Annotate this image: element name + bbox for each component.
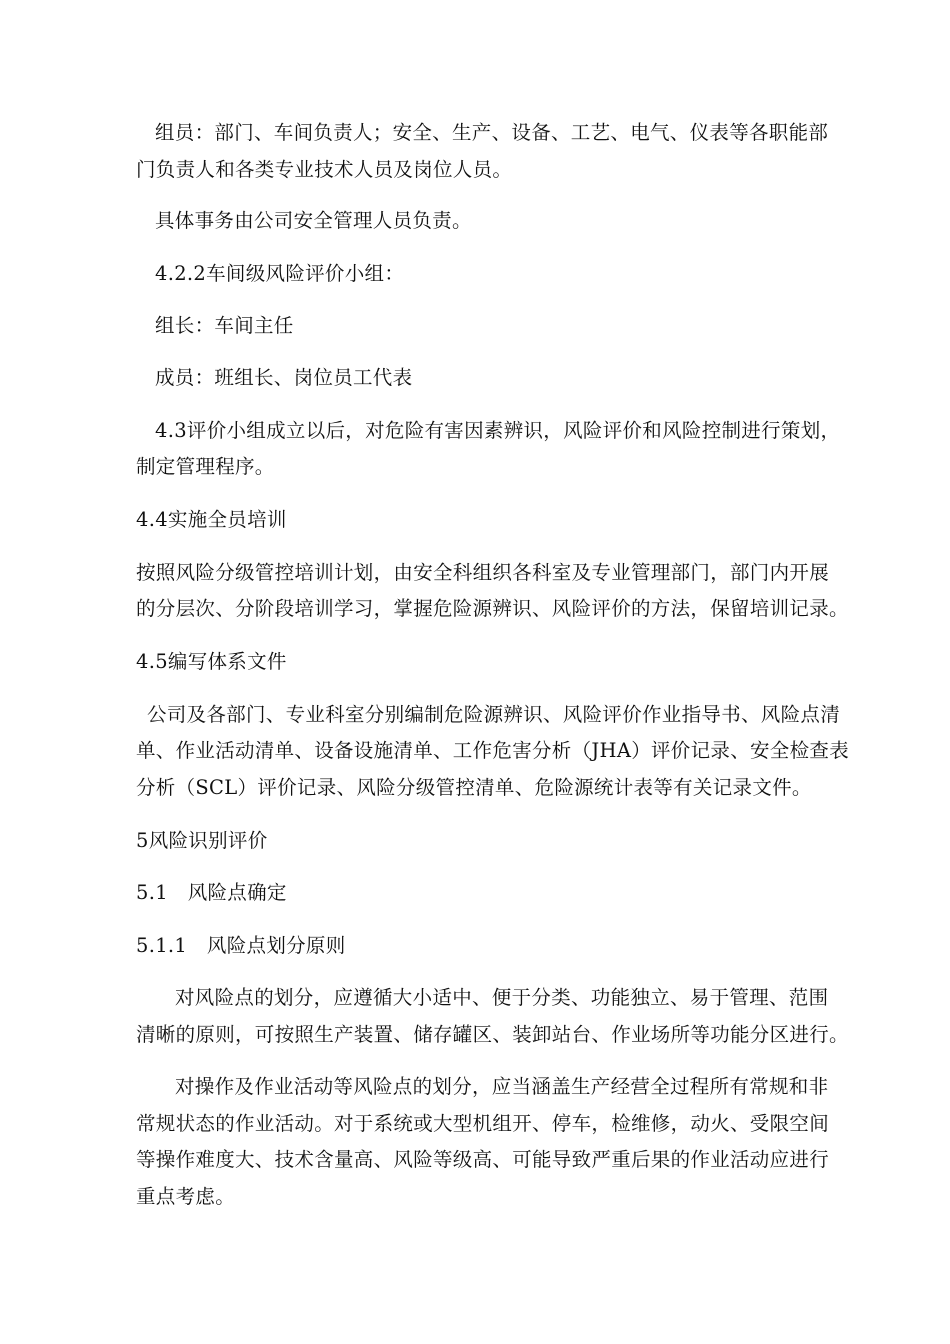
text-line: 的分层次、分阶段培训学习，掌握危险源辨识、风险评价的方法，保留培训记录。: [136, 597, 849, 620]
text-line: 制定管理程序。: [136, 455, 275, 478]
section-heading: 5.1.1 风险点划分原则: [136, 934, 346, 957]
text-line: 公司及各部门、专业科室分别编制危险源辨识、风险评价作业指导书、风险点清: [147, 703, 841, 726]
text-line: 单、作业活动清单、设备设施清单、工作危害分析（JHA）评价记录、安全检查表: [136, 739, 850, 762]
text-line: 重点考虑。: [136, 1185, 236, 1208]
text-line: 具体事务由公司安全管理人员负责。: [155, 209, 472, 232]
text-line: 对风险点的划分，应遵循大小适中、便于分类、功能独立、易于管理、范围: [175, 986, 829, 1009]
text-line: 组员：部门、车间负责人；安全、生产、设备、工艺、电气、仪表等各职能部: [155, 121, 829, 144]
section-heading: 4.2.2车间级风险评价小组：: [155, 262, 405, 285]
section-heading: 5风险识别评价: [136, 829, 268, 852]
text-line: 门负责人和各类专业技术人员及岗位人员。: [136, 158, 513, 181]
section-heading: 4.5编写体系文件: [136, 650, 287, 673]
text-line: 4.3评价小组成立以后，对危险有害因素辨识，风险评价和风险控制进行策划，: [155, 419, 841, 442]
text-line: 等操作难度大、技术含量高、风险等级高、可能导致严重后果的作业活动应进行: [136, 1148, 830, 1171]
text-line: 对操作及作业活动等风险点的划分，应当涵盖生产经营全过程所有常规和非: [175, 1075, 829, 1098]
section-heading: 5.1 风险点确定: [136, 881, 287, 904]
text-line: 成员：班组长、岗位员工代表: [155, 366, 413, 389]
text-line: 常规状态的作业活动。对于系统或大型机组开、停车，检维修，动火、受限空间: [136, 1112, 830, 1135]
text-line: 分析（SCL）评价记录、风险分级管控清单、危险源统计表等有关记录文件。: [136, 776, 812, 799]
section-heading: 4.4实施全员培训: [136, 508, 287, 531]
text-line: 按照风险分级管控培训计划，由安全科组织各科室及专业管理部门，部门内开展: [136, 561, 830, 584]
text-line: 清晰的原则，可按照生产装置、储存罐区、装卸站台、作业场所等功能分区进行。: [136, 1023, 849, 1046]
text-line: 组长：车间主任: [155, 314, 294, 337]
